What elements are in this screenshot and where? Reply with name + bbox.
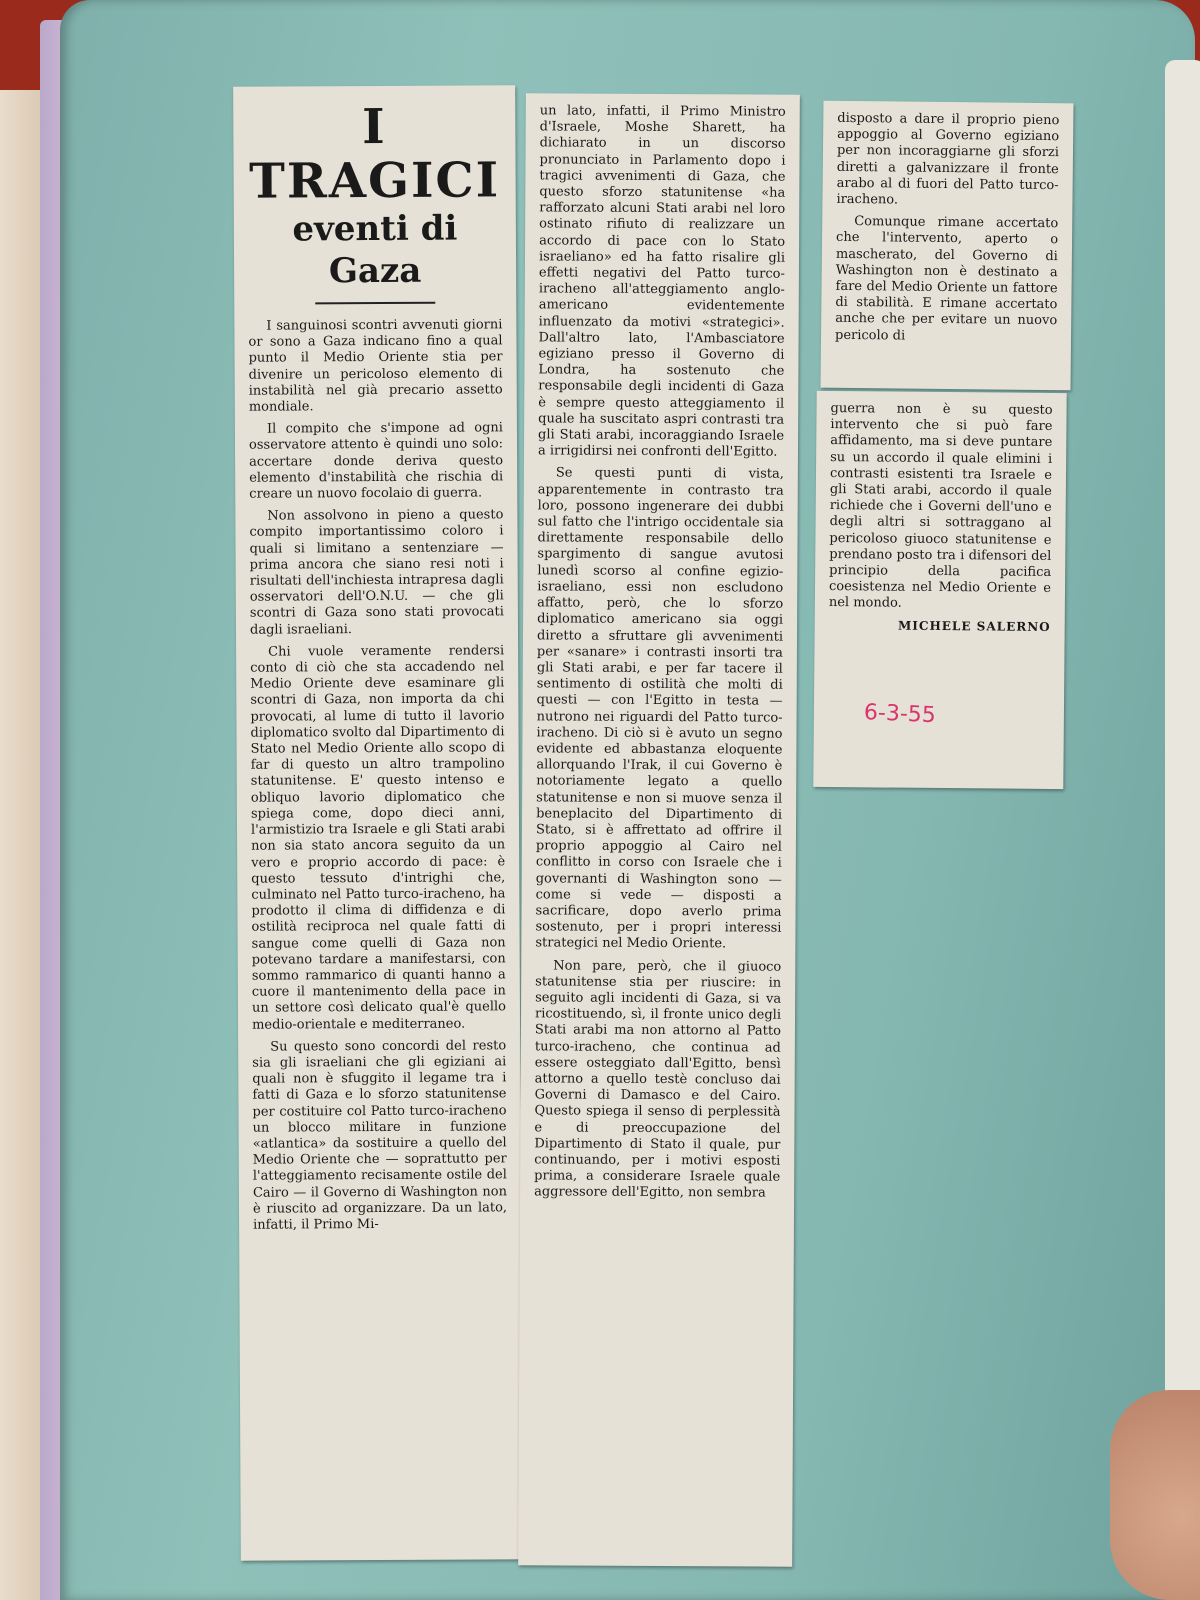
article-paragraph: I sanguinosi scontri avvenuti giorni or sono a Gaza indicano fino a qual punto il Medio Oriente stia per divenire un pericoloso elemento di instabilità nel già precario assetto mondiale. [248,317,503,415]
article-headline [247,99,502,292]
hand-holding-page [1110,1390,1200,1600]
article-paragraph: un lato, infatti, il Primo Ministro d'Israele, Moshe Sharett, ha dichiarato in un discorso pronunciato in Parlamento dopo i tragici avvenimenti di Gaza, che questo sforzo statunitense «ha rafforzato alcuni Stati arabi nel loro ostinato rifiuto di realizzare un accordo di pace con lo Stato israeliano» ed ha fatto risalire gli effetti negativi del Patto turco-iracheno all'atteggiamento anglo-americano evidentemente influenzato da motivi «strategici». Dall'altro lato, l'Ambasciatore egiziano presso il Governo di Londra, ha sostenuto che responsabile degli incidenti di Gaza è sempre questo atteggiamento il quale ha suscitato aspri contrasti tra gli Stati arabi, incoraggiando Israele a irrigidirsi nei confronti dell'Egitto. [537,103,786,460]
article-paragraph: disposto a dare il proprio pieno appoggio al Governo egiziano per non incoraggiarne gli sforzi diretti a galvanizzare il fronte arabo al di fuori del Patto turco-iracheno. [836,110,1060,208]
article-paragraph: Chi vuole veramente rendersi conto di ciò che sta accadendo nel Medio Oriente deve esaminare gli scontri di Gaza, non importa da chi provocati, al lume di tutto il lavorio diplomatico svolto dal Dipartimento di Stato nel Medio Oriente allo scopo di far di questo un altro trampolino statunitense. E' questo intenso e obliquo lavorio diplomatico che spiega come, dopo dieci anni, l'armistizio tra Israele e gli Stati arabi non sia stato ancora seguito da un vero e proprio accordo di pace: è questo tessuto d'intrighi che, culminato nel Patto turco-iracheno, ha prodotto il clima di diffidenza e di ostilità reciproca nel quale fatti di sangue come quelli di Gaza non potevano tardare a manifestarsi, con sommo rammarico di quanti hanno a cuore il mantenimento della pace in un settore così delicato qual'è quello medio-orientale e mediterraneo. [250,643,507,1033]
headline-rule [315,302,435,305]
clipping-column-3-top [821,101,1074,391]
article-paragraph: Il compito che s'impone ad ogni osservatore attento è quindi uno solo: accertare donde deriva questo elemento d'instabilità che rischia di creare un nuovo focolaio di guerra. [248,420,504,502]
article-paragraph: Non assolvono in pieno a questo compito importantissimo coloro i quali si limitano a sentenziare — prima ancora che siano resi noti i risultati dell'inchiesta intrapresa dagli osservatori dell'O.N.U. — che gli scontri di Gaza sono stati provocati dagli israeliani. [249,507,504,638]
author-signature: MICHELE SALERNO [897,618,1051,634]
article-paragraph: Su questo sono concordi del resto sia gli israeliani che gli egiziani ai quali non è sfuggito il legame tra i fatti di Gaza e lo sforzo statunitense per costituire col Patto turco-iracheno un blocco militare in funzione «atlantica» da sostituire a quello del Medio Oriente che — soprattutto per l'atteggiamento recisamente ostile del Cairo — il Governo di Washington non è riuscito ad organizzare. Da un lato, infatti, il Primo Mi- [252,1038,508,1233]
clipping-column-3-bottom [813,391,1066,789]
article-paragraph: Comunque rimane accertato che l'intervento, aperto o mascherato, del Governo di Washington non è destinato a fare del Medio Oriente un fattore di stabilità. E rimane accertato anche che per evitare un nuovo pericolo di [834,214,1059,344]
article-paragraph: Non pare, però, che il giuoco statunitense stia per riuscire: in seguito agli incidenti di Gaza, si va ricostituendo, sì, il fronte unico degli Stati arabi ma non attorno al Patto turco-iracheno, che continua ad essere osteggiato dall'Egitto, bensì attorno a quello testè concluso dai Governi di Damasco e del Cairo. Questo spiega il senso di perplessità e di preoccupazione del Dipartimento di Stato il quale, pur continuando, per i motivi esposti prima, a considerare Israele quale aggressore dell'Egitto, non sembra [534,958,782,1201]
headline-line-2: eventi di Gaza [292,208,458,292]
headline-line-1: I TRAGICI [249,98,501,210]
clipping-column-2 [518,93,800,1566]
handwritten-date: 6-3-55 [863,700,937,729]
article-paragraph: Se questi punti di vista, apparentemente in contrasto tra loro, possono ingenerare dei dubbi sul fatto che l'intrigo occidentale sia direttamente responsabile dello spargimento di sangue avutosi lunedì scorso al confine egizio-israeliano, essi non escludono affatto, però, che lo sforzo diplomatico americano sia oggi diretto a sfruttare gli avvenimenti per «sanare» i contrasti insorti tra gli Stati arabi, e per far tacere il sentimento di ostilità che molti di questi — con l'Egitto in testa — nutrono nei riguardi del Patto turco-iracheno. Di ciò si è avuto un segno evidente ed abbastanza eloquente allorquando l'Irak, il cui Governo è notoriamente legato a quello statunitense e non si muove senza il beneplacito del Dipartimento di Stato, si è affrettato ad offrire il proprio appoggio al Cairo nel conflitto in corso con Israele che i governanti di Washington sono — come si vede — disposti a sacrificare, dopo averlo prima sostenuto, per i propri interessi strategici nel Medio Oriente. [535,465,784,952]
clipping-column-1 [233,85,523,1560]
article-paragraph: guerra non è su questo intervento che si può fare affidamento, ma si deve puntare su un accordo il quale elimini i contrasti esistenti tra Israele e gli Stati arabi, accordo il quale richiede che i Governi dell'uno e degli altri si sottraggano al pericoloso giuoco statunitense e prendano posto tra i difensori del principio della pacifica coesistenza nel Medio Oriente e nel mondo. [828,401,1053,612]
